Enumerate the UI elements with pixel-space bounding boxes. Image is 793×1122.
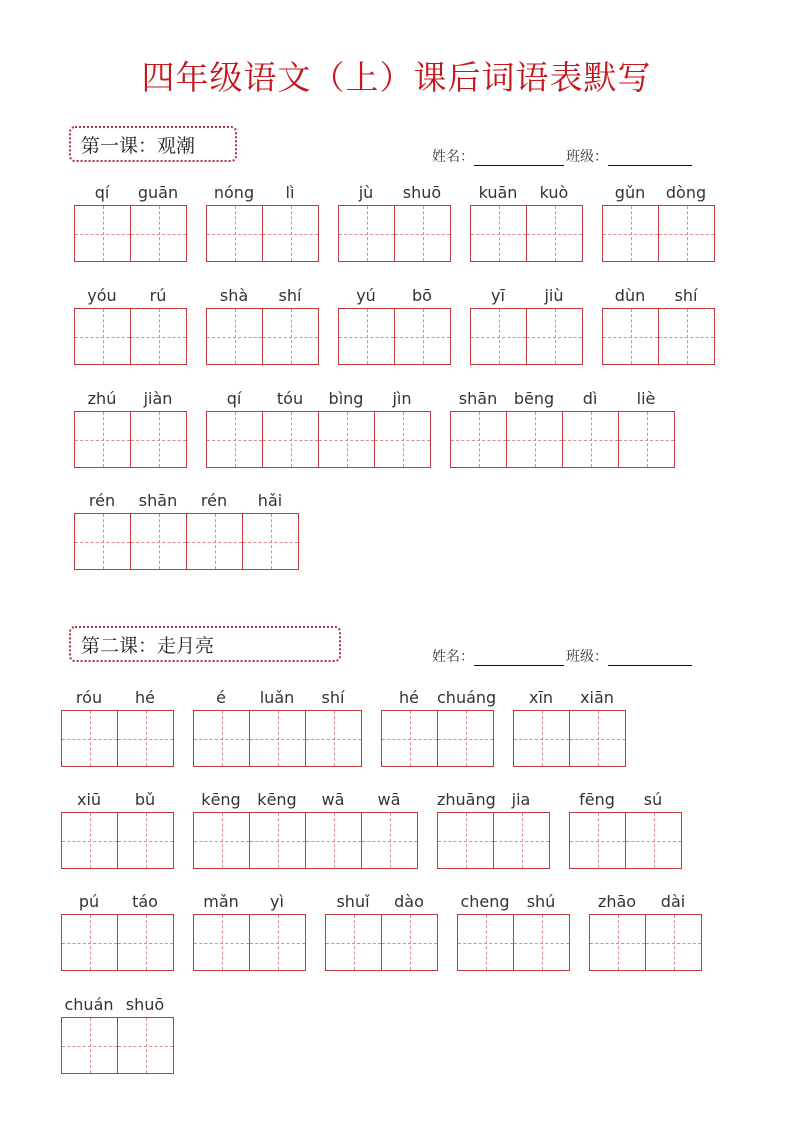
writing-cell[interactable] (603, 206, 659, 261)
writing-cell[interactable] (451, 412, 507, 467)
pinyin-syllable: zhú (87, 389, 117, 408)
pinyin-row (193, 890, 306, 914)
tianzige-cells (325, 914, 438, 971)
page-title: 四年级语文（上）课后词语表默写 (141, 58, 652, 97)
writing-cell[interactable] (62, 915, 118, 970)
pinyin-syllable: sú (643, 790, 663, 809)
pinyin-syllable: rén (200, 491, 228, 510)
lesson-1-label-box (69, 126, 237, 162)
writing-cell[interactable] (619, 412, 675, 467)
word-writing-grid (513, 686, 626, 767)
pinyin-syllable: kuān (478, 183, 518, 202)
pinyin-syllable: táo (132, 892, 158, 911)
writing-cell[interactable] (194, 711, 250, 766)
pinyin-syllable: xiū (76, 790, 102, 809)
pinyin-row (569, 788, 682, 812)
writing-cell[interactable] (375, 412, 431, 467)
pinyin-syllable: jù (358, 183, 374, 202)
pinyin-syllable: fēng (579, 790, 615, 809)
writing-cell[interactable] (207, 412, 263, 467)
pinyin-syllable: rú (149, 286, 167, 305)
word-writing-grid (589, 890, 702, 971)
writing-cell[interactable] (118, 1018, 174, 1073)
pinyin-row (437, 788, 550, 812)
pinyin-syllable: kēng (257, 790, 297, 809)
pinyin-syllable: shuō (402, 183, 442, 202)
writing-cell[interactable] (438, 711, 494, 766)
tianzige-cells (206, 205, 319, 262)
pinyin-syllable: é (216, 688, 226, 707)
pinyin-row (74, 181, 187, 205)
pinyin-syllable: guān (137, 183, 179, 202)
word-writing-grid (569, 788, 682, 869)
lesson-1-student-info (432, 146, 694, 166)
word-writing-grid (206, 181, 319, 262)
writing-cell[interactable] (207, 309, 263, 364)
pinyin-syllable: dùn (614, 286, 646, 305)
pinyin-row (61, 788, 174, 812)
word-writing-grid (338, 181, 451, 262)
lesson-2-student-info (432, 646, 694, 666)
pinyin-syllable: jiàn (143, 389, 173, 408)
writing-cell[interactable] (319, 412, 375, 467)
pinyin-row (74, 489, 299, 513)
pinyin-syllable: chuán (64, 995, 114, 1014)
tianzige-cells (381, 710, 494, 767)
pinyin-row (602, 181, 715, 205)
pinyin-syllable: nóng (213, 183, 255, 202)
pinyin-row (470, 181, 583, 205)
writing-cell[interactable] (62, 813, 118, 868)
pinyin-syllable: bēng (513, 389, 555, 408)
word-writing-grid (74, 387, 187, 468)
tianzige-cells (450, 411, 675, 468)
word-writing-grid (602, 181, 715, 262)
writing-cell[interactable] (263, 412, 319, 467)
pinyin-row (61, 686, 174, 710)
tianzige-cells (338, 308, 451, 365)
writing-cell[interactable] (207, 206, 263, 261)
name-field[interactable] (474, 651, 564, 666)
writing-cell[interactable] (603, 309, 659, 364)
pinyin-row (470, 284, 583, 308)
pinyin-row (450, 387, 675, 411)
pinyin-row (325, 890, 438, 914)
word-writing-grid (450, 387, 675, 468)
writing-cell[interactable] (263, 309, 319, 364)
pinyin-syllable: shú (526, 892, 556, 911)
writing-cell[interactable] (243, 514, 299, 569)
pinyin-row (602, 284, 715, 308)
pinyin-row (61, 890, 174, 914)
lesson-1-label: 第一课：观潮 (81, 134, 196, 157)
pinyin-row (193, 686, 362, 710)
pinyin-row (381, 686, 497, 710)
pinyin-syllable: zhuāng (437, 790, 496, 809)
pinyin-syllable: shà (219, 286, 249, 305)
pinyin-row (338, 181, 451, 205)
pinyin-syllable: kēng (201, 790, 241, 809)
word-writing-grid (193, 788, 418, 869)
word-writing-grid (61, 686, 174, 767)
writing-cell[interactable] (590, 915, 646, 970)
pinyin-syllable: yì (270, 892, 284, 911)
word-writing-grid (470, 284, 583, 365)
name-label: 姓名： (432, 649, 474, 665)
class-field[interactable] (608, 651, 692, 666)
pinyin-syllable: shān (458, 389, 498, 408)
pinyin-syllable: mǎn (203, 892, 239, 911)
writing-cell[interactable] (339, 206, 395, 261)
writing-cell[interactable] (194, 813, 250, 868)
pinyin-syllable: bō (412, 286, 432, 305)
pinyin-row (206, 284, 319, 308)
tianzige-cells (589, 914, 702, 971)
pinyin-syllable: dào (394, 892, 424, 911)
writing-cell[interactable] (62, 1018, 118, 1073)
writing-cell[interactable] (514, 711, 570, 766)
pinyin-syllable: lì (285, 183, 295, 202)
tianzige-cells (602, 308, 715, 365)
pinyin-syllable: dòng (665, 183, 707, 202)
writing-cell[interactable] (250, 915, 306, 970)
writing-cell[interactable] (458, 915, 514, 970)
pinyin-syllable: cheng (460, 892, 510, 911)
name-field[interactable] (474, 151, 564, 166)
pinyin-syllable: hǎi (257, 491, 283, 510)
writing-cell[interactable] (75, 412, 131, 467)
tianzige-cells (338, 205, 451, 262)
writing-cell[interactable] (471, 206, 527, 261)
tianzige-cells (61, 710, 174, 767)
pinyin-syllable: hé (399, 688, 419, 707)
writing-cell[interactable] (626, 813, 682, 868)
word-writing-grid (61, 890, 174, 971)
writing-cell[interactable] (75, 514, 131, 569)
pinyin-syllable: shí (321, 688, 345, 707)
writing-cell[interactable] (131, 412, 187, 467)
writing-cell[interactable] (306, 813, 362, 868)
writing-cell[interactable] (395, 206, 451, 261)
name-label: 姓名： (432, 149, 474, 165)
pinyin-row (513, 686, 626, 710)
word-writing-grid (325, 890, 438, 971)
pinyin-syllable: bǔ (134, 790, 156, 809)
writing-cell[interactable] (194, 915, 250, 970)
class-label: 班级： (566, 149, 608, 165)
class-label: 班级： (566, 649, 608, 665)
tianzige-cells (602, 205, 715, 262)
pinyin-syllable: kuò (539, 183, 569, 202)
tianzige-cells (74, 513, 299, 570)
word-writing-grid (457, 890, 570, 971)
writing-cell[interactable] (75, 309, 131, 364)
pinyin-syllable: róu (75, 688, 103, 707)
pinyin-syllable: zhāo (597, 892, 637, 911)
pinyin-row (74, 387, 187, 411)
writing-cell[interactable] (494, 813, 550, 868)
pinyin-syllable: hé (135, 688, 155, 707)
tianzige-cells (206, 411, 431, 468)
writing-cell[interactable] (118, 813, 174, 868)
lesson-2-label-box (69, 626, 341, 662)
word-writing-grid (61, 788, 174, 869)
word-writing-grid (206, 284, 319, 365)
writing-cell[interactable] (131, 309, 187, 364)
pinyin-syllable: pú (78, 892, 100, 911)
word-writing-grid (74, 181, 187, 262)
writing-cell[interactable] (306, 711, 362, 766)
pinyin-syllable: shí (674, 286, 698, 305)
tianzige-cells (513, 710, 626, 767)
writing-cell[interactable] (438, 813, 494, 868)
pinyin-syllable: jiù (544, 286, 564, 305)
pinyin-row (589, 890, 702, 914)
word-writing-grid (338, 284, 451, 365)
tianzige-cells (61, 812, 174, 869)
word-writing-grid (74, 489, 299, 570)
tianzige-cells (437, 812, 550, 869)
tianzige-cells (61, 914, 174, 971)
writing-cell[interactable] (659, 206, 715, 261)
writing-cell[interactable] (118, 711, 174, 766)
writing-cell[interactable] (514, 915, 570, 970)
pinyin-syllable: wā (321, 790, 345, 809)
word-writing-grid (74, 284, 187, 365)
pinyin-row (206, 181, 319, 205)
pinyin-syllable: dì (582, 389, 598, 408)
pinyin-syllable: yī (491, 286, 505, 305)
pinyin-row (74, 284, 187, 308)
pinyin-syllable: yóu (87, 286, 117, 305)
pinyin-syllable: luǎn (259, 688, 295, 707)
writing-cell[interactable] (250, 813, 306, 868)
tianzige-cells (74, 411, 187, 468)
word-writing-grid (437, 788, 550, 869)
writing-cell[interactable] (570, 813, 626, 868)
writing-cell[interactable] (570, 711, 626, 766)
pinyin-syllable: chuáng (437, 688, 497, 707)
tianzige-cells (74, 308, 187, 365)
pinyin-row (61, 993, 174, 1017)
writing-cell[interactable] (250, 711, 306, 766)
pinyin-row (193, 788, 418, 812)
writing-cell[interactable] (326, 915, 382, 970)
pinyin-syllable: wā (377, 790, 401, 809)
word-writing-grid (193, 686, 362, 767)
word-writing-grid (193, 890, 306, 971)
writing-cell[interactable] (646, 915, 702, 970)
pinyin-syllable: tóu (276, 389, 304, 408)
word-writing-grid (61, 993, 174, 1074)
tianzige-cells (569, 812, 682, 869)
pinyin-syllable: dài (660, 892, 686, 911)
writing-cell[interactable] (395, 309, 451, 364)
writing-cell[interactable] (659, 309, 715, 364)
writing-cell[interactable] (62, 711, 118, 766)
writing-cell[interactable] (131, 206, 187, 261)
writing-cell[interactable] (527, 309, 583, 364)
tianzige-cells (206, 308, 319, 365)
writing-cell[interactable] (187, 514, 243, 569)
tianzige-cells (470, 205, 583, 262)
pinyin-row (206, 387, 431, 411)
pinyin-syllable: qí (226, 389, 242, 408)
word-writing-grid (381, 686, 497, 767)
word-writing-grid (602, 284, 715, 365)
pinyin-syllable: jìn (392, 389, 412, 408)
pinyin-row (338, 284, 451, 308)
writing-cell[interactable] (507, 412, 563, 467)
pinyin-syllable: shuō (125, 995, 165, 1014)
pinyin-syllable: gǔn (614, 183, 646, 202)
lesson-2-label: 第二课：走月亮 (81, 634, 215, 657)
writing-cell[interactable] (339, 309, 395, 364)
writing-cell[interactable] (382, 915, 438, 970)
tianzige-cells (470, 308, 583, 365)
writing-cell[interactable] (471, 309, 527, 364)
pinyin-syllable: liè (636, 389, 656, 408)
pinyin-syllable: qí (94, 183, 110, 202)
pinyin-syllable: rén (88, 491, 116, 510)
writing-cell[interactable] (118, 915, 174, 970)
writing-cell[interactable] (563, 412, 619, 467)
tianzige-cells (193, 710, 362, 767)
pinyin-row (457, 890, 570, 914)
class-field[interactable] (608, 151, 692, 166)
writing-cell[interactable] (75, 206, 131, 261)
word-writing-grid (470, 181, 583, 262)
pinyin-syllable: bìng (328, 389, 364, 408)
pinyin-syllable: xiān (580, 688, 614, 707)
word-writing-grid (206, 387, 431, 468)
writing-cell[interactable] (263, 206, 319, 261)
writing-cell[interactable] (382, 711, 438, 766)
pinyin-syllable: jia (511, 790, 531, 809)
writing-cell[interactable] (527, 206, 583, 261)
tianzige-cells (193, 812, 418, 869)
pinyin-syllable: shān (138, 491, 178, 510)
tianzige-cells (74, 205, 187, 262)
writing-cell[interactable] (131, 514, 187, 569)
pinyin-syllable: shí (278, 286, 302, 305)
pinyin-syllable: xīn (528, 688, 554, 707)
pinyin-syllable: yú (356, 286, 376, 305)
tianzige-cells (193, 914, 306, 971)
tianzige-cells (457, 914, 570, 971)
writing-cell[interactable] (362, 813, 418, 868)
tianzige-cells (61, 1017, 174, 1074)
pinyin-syllable: shuǐ (336, 892, 370, 911)
